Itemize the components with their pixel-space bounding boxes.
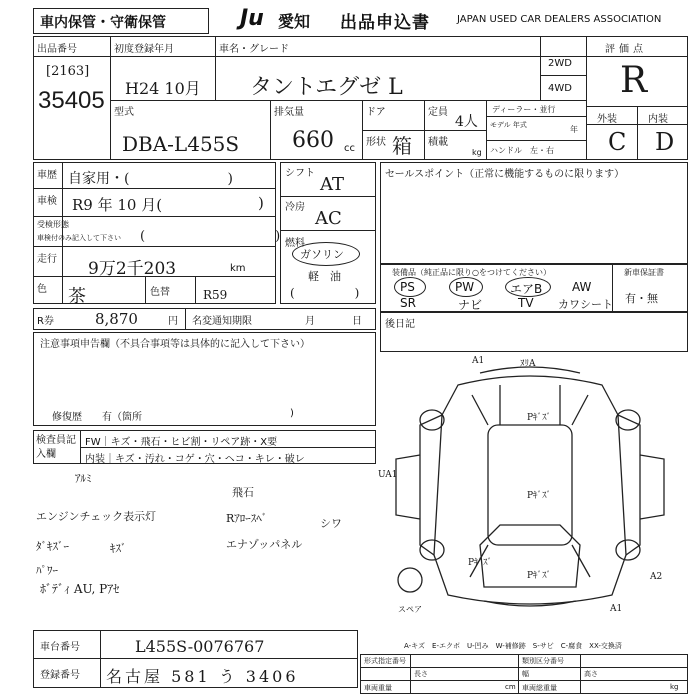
height-label: 高さ	[584, 670, 598, 678]
reception-value: ( )	[140, 229, 281, 244]
name-change-month: 月	[305, 316, 315, 327]
car-history-value: 自家用・( )	[68, 171, 233, 187]
model-year-unit: 年	[570, 125, 578, 134]
exterior-label: 外装	[597, 114, 617, 125]
shape-value: 箱	[392, 134, 412, 158]
recycle-label: R券	[37, 316, 54, 327]
reception-note: 車検付のみ記入して下さい	[37, 234, 121, 242]
width-label: 幅	[522, 670, 529, 678]
fuel-other: ( )	[290, 286, 360, 300]
listing-code: [2163]	[46, 64, 90, 79]
inspector-note: ｱﾙﾐ	[75, 472, 92, 485]
km-unit: km	[230, 263, 246, 274]
ac-value: AC	[315, 208, 342, 229]
equipment-seat: カワシート	[558, 298, 613, 311]
inspector-interior-row: 内装｜キズ・汚れ・コゲ・穴・ヘコ・キレ・破レ	[85, 454, 305, 465]
listing-number-label: 出品番号	[37, 44, 77, 55]
evaluation-score-value: R	[620, 60, 648, 101]
damage-mark: Pｷﾞｽﾞ	[468, 558, 493, 568]
equipment-navi: ナビ	[458, 298, 483, 312]
remarks-section	[380, 312, 688, 352]
name-grade-label: 車名・グレード	[219, 44, 289, 55]
mileage-value: 9万2千203	[88, 259, 177, 279]
inspector-label: 検査員記入欄	[36, 435, 76, 460]
fuel-gasoline: ガソリン	[300, 248, 344, 261]
inspector-note: エンジンチェック表示灯	[36, 510, 157, 523]
name-change-day: 日	[352, 316, 362, 327]
damage-mark: Pｷﾞｽﾞ	[527, 571, 552, 581]
color-code: R59	[203, 288, 228, 302]
repair-close: )	[290, 408, 294, 419]
fuel-label: 燃料	[285, 238, 305, 249]
car-history-label: 車歴	[37, 170, 57, 181]
caution-label: 注意事項申告欄（不具合事項等は具体的に記入して下さい）	[40, 339, 310, 350]
capacity-label: 定員	[428, 107, 448, 118]
cc-unit: cc	[344, 143, 355, 154]
length-label: 長さ	[414, 670, 428, 678]
chassis-value: L455S-0076767	[135, 637, 265, 656]
name-grade-value: タントエグゼ L	[250, 75, 403, 100]
equipment-sr: SR	[400, 296, 416, 310]
weight-label: 車両重量	[364, 684, 392, 692]
plate-label: 登録番号	[40, 670, 80, 681]
association-name: JAPAN USED CAR DEALERS ASSOCIATION	[457, 14, 662, 25]
inspector-note: ﾀﾞｷｽﾞｰ	[36, 540, 69, 553]
drive-4wd: 4WD	[548, 83, 572, 94]
spare-label: スペア	[398, 605, 422, 614]
equipment-label: 装備品（純正品に限り○をつけてください）	[392, 268, 551, 277]
damage-mark: ﾇﾘA	[520, 359, 536, 369]
shift-value: AT	[320, 174, 345, 195]
exterior-value: C	[608, 128, 627, 156]
inspector-note: 飛石	[232, 486, 254, 499]
reception-label: 受検形態	[37, 220, 69, 229]
form-title: 出品申込書	[340, 13, 430, 33]
cm-unit: cm	[505, 683, 516, 691]
displacement-label: 排気量	[274, 107, 304, 118]
damage-mark: Pｷﾞｽﾞ	[527, 491, 552, 501]
equipment-pw: PW	[455, 280, 475, 294]
damage-mark: UA1	[378, 470, 398, 480]
fuel-diesel: 軽 油	[308, 270, 341, 283]
inspector-note: ｷｽﾞ	[110, 542, 127, 555]
handle-label: ハンドル 左・右	[490, 146, 554, 155]
inspector-note: ﾎﾞﾃﾞｨ AU, Pｱｾ	[40, 582, 120, 596]
circle-pw	[449, 277, 483, 297]
first-reg-label: 初度登録年月	[114, 44, 174, 55]
logo-aichi: 愛知	[278, 12, 311, 31]
drive-2wd: 2WD	[548, 58, 572, 69]
sales-point-label: セールスポイント（正常に機能するものに限ります）	[385, 169, 625, 180]
dealer-label: ディーラー・並行	[492, 105, 556, 114]
kg-unit: kg	[472, 148, 482, 157]
repair-label: 修復歴 有（箇所	[52, 412, 142, 423]
inspector-fw-row: FW｜キズ・飛石・ヒビ割・リペア跡・X要	[85, 437, 278, 448]
inspector-note: Rｱﾛｰｽﾍﾞ	[226, 512, 268, 525]
total-weight-label: 車両総重量	[522, 684, 557, 692]
inspection-label: 車検	[37, 196, 57, 207]
inspection-value: R9 年 10 月(	[72, 196, 163, 214]
chassis-label: 車台番号	[40, 642, 80, 653]
model-value: DBA-L455S	[122, 132, 240, 156]
ac-label: 冷房	[285, 202, 305, 213]
circle-airbag	[505, 277, 551, 297]
damage-legend: A-キズ E-エクボ U-凹み W-補修跡 S-サビ C-腐食 XX-交換済	[404, 642, 622, 650]
designation-label: 形式指定番号	[364, 657, 406, 665]
remarks-label: 後日記	[385, 319, 415, 330]
inspector-note: シワ	[320, 517, 342, 530]
storage-label: 車内保管・守衛保管	[40, 15, 166, 31]
equipment-airbag: エアB	[510, 282, 543, 296]
category-label: 類別区分番号	[522, 657, 564, 665]
damage-mark: A2	[650, 572, 663, 582]
shape-label: 形状	[366, 137, 386, 148]
equipment-tv: TV	[518, 296, 534, 310]
shift-label: シフト	[285, 168, 315, 179]
model-label: 型式	[114, 107, 134, 118]
mileage-label: 走行	[37, 254, 57, 265]
interior-value: D	[655, 128, 675, 156]
first-reg-value: H24 10月	[125, 79, 201, 98]
displacement-value: 660	[292, 128, 334, 153]
interior-label: 内装	[648, 114, 668, 125]
load-label: 積載	[428, 137, 448, 148]
ju-logo: Ju	[240, 6, 264, 31]
plate-value: 名古屋 581 う 3406	[106, 667, 299, 686]
capacity-value: 4人	[455, 114, 478, 130]
equipment-aw: AW	[572, 280, 592, 294]
kg-unit-footer: kg	[670, 683, 679, 691]
color-label: 色	[37, 284, 47, 295]
equipment-ps: PS	[400, 280, 415, 294]
inspection-close: )	[258, 194, 264, 212]
recycle-unit: 円	[168, 316, 178, 327]
circle-ps	[394, 277, 426, 297]
color-value: 茶	[68, 286, 86, 307]
listing-number: 35405	[38, 87, 105, 114]
warranty-value: 有・無	[625, 292, 658, 305]
damage-mark: Pｷﾞｽﾞ	[527, 413, 552, 423]
inspector-note: エナゾッパネル	[226, 538, 303, 551]
damage-mark: A1	[472, 356, 485, 366]
recycle-value: 8,870	[95, 310, 138, 328]
name-change-label: 名変通知期限	[192, 316, 252, 327]
color-change-label: 色替	[150, 287, 170, 298]
model-year-label: モデル 年式	[490, 121, 527, 129]
doors-label: ドア	[366, 107, 386, 118]
inspector-note: ﾊﾟﾜｰ	[36, 564, 58, 577]
evaluation-score-label: 評価点	[605, 44, 647, 55]
warranty-label: 新車保証書	[624, 268, 664, 277]
damage-mark: A1	[610, 604, 623, 614]
